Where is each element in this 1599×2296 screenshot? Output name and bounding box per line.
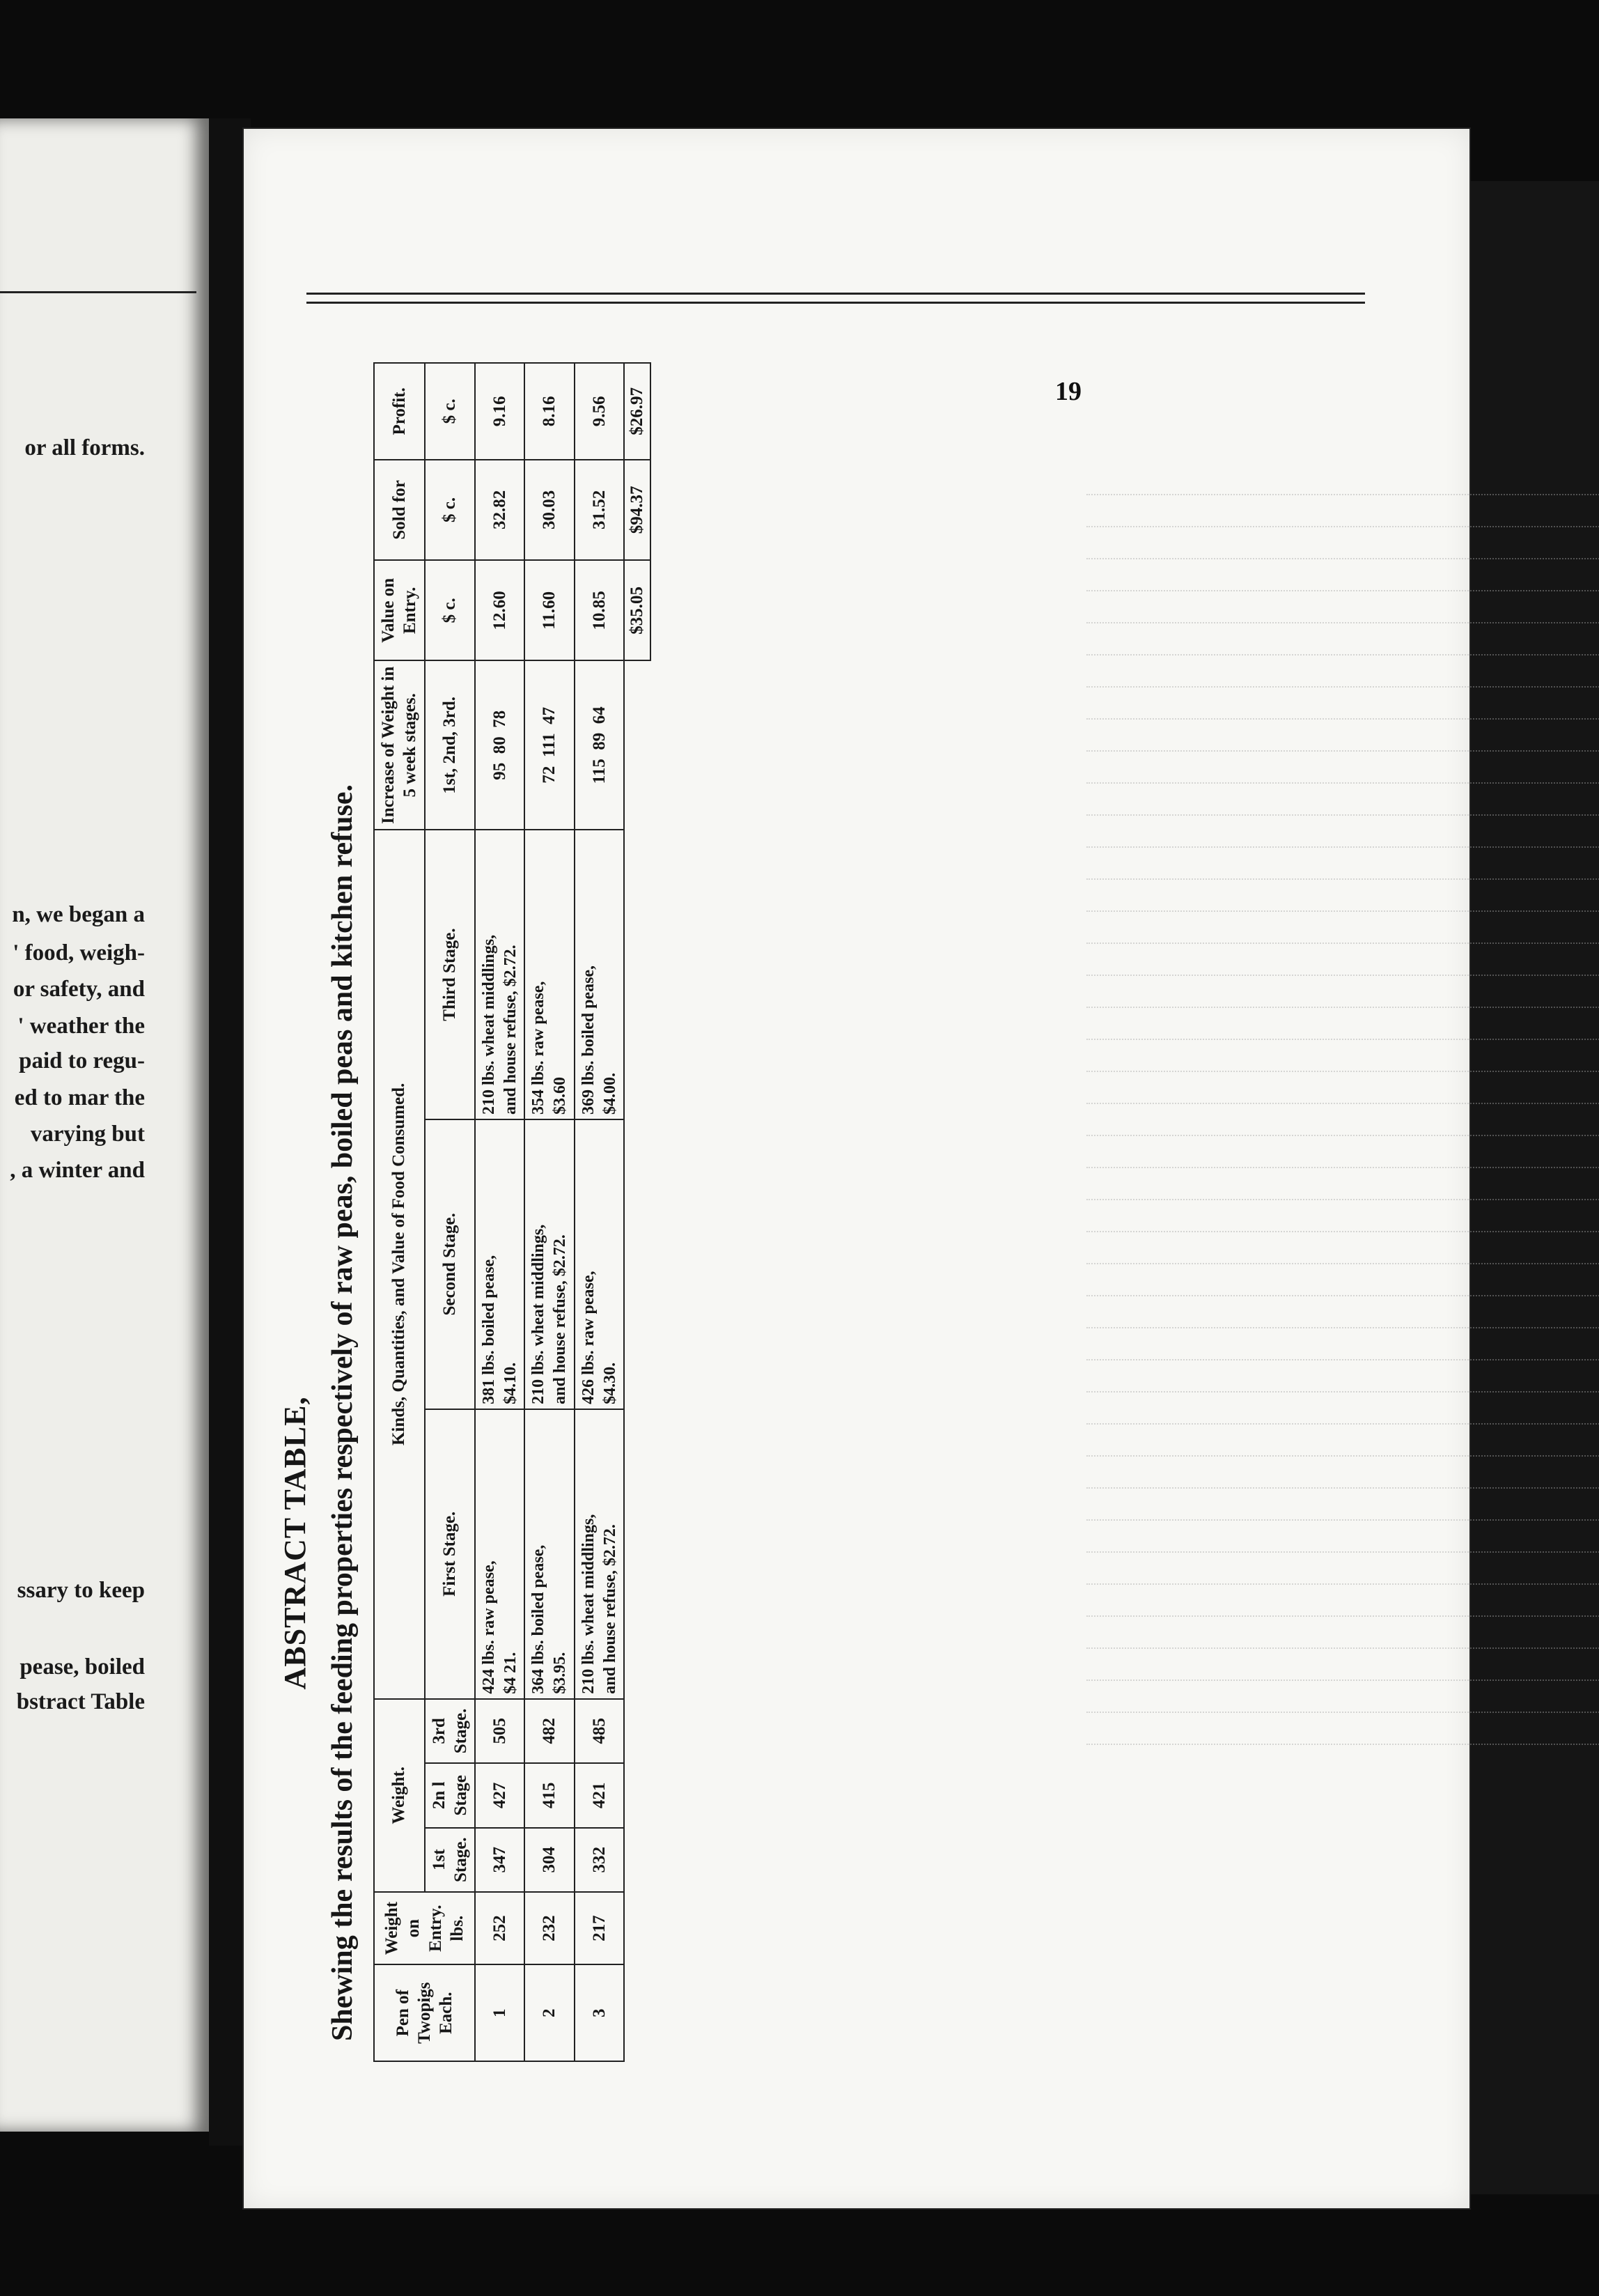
text-fragment: n, we began a xyxy=(12,902,145,927)
table-subtitle: Shewing the results of the feeding properties respectively of raw peas, boiled peas and kitchen refuse. xyxy=(327,784,359,2041)
facing-page-left xyxy=(0,118,209,2132)
totals-spacer xyxy=(624,661,650,2062)
header-rule xyxy=(0,291,196,293)
food-line: 424 lbs. raw pease, xyxy=(480,1560,498,1694)
text-fragment: ' food, weigh- xyxy=(13,940,145,965)
value-on-entry: 10.85 xyxy=(575,560,624,660)
sold-for: 30.03 xyxy=(524,460,574,560)
food-line: 210 lbs. wheat middlings, xyxy=(529,1224,548,1404)
text-fragment: or safety, and xyxy=(13,977,145,1002)
profit: 9.16 xyxy=(475,363,524,460)
table-title: ABSTRACT TABLE, xyxy=(278,1396,312,1690)
food-first-stage xyxy=(575,1409,624,1699)
increase-3: 47 xyxy=(540,706,559,724)
total-profit: $26.97 xyxy=(624,363,650,460)
food-line: 364 lbs. boiled pease, xyxy=(529,1544,548,1694)
rotated-table-block xyxy=(277,307,806,2069)
entry-weight: 217 xyxy=(575,1892,624,1964)
bleed-through-text xyxy=(1086,463,1599,1731)
food-line: 354 lbs. raw pease, xyxy=(529,981,548,1115)
food-third-stage xyxy=(475,830,524,1119)
header-weight-stage-3: 3rd Stage. xyxy=(425,1699,476,1763)
header-food-stage-1: First Stage. xyxy=(425,1409,476,1699)
food-third-stage xyxy=(524,830,574,1119)
profit: 9.56 xyxy=(575,363,624,460)
food-line: 426 lbs. raw pease, xyxy=(579,1271,598,1404)
weight-stage-1: 304 xyxy=(524,1828,574,1892)
table-row xyxy=(475,363,524,2061)
header-profit: Profit. xyxy=(374,363,425,460)
total-value-on-entry: $35.05 xyxy=(624,560,650,660)
weight-stage-3: 505 xyxy=(475,1699,524,1763)
food-value: $4.30. xyxy=(600,1362,619,1404)
table-row xyxy=(524,363,574,2061)
food-second-stage xyxy=(575,1119,624,1409)
totals-row xyxy=(624,363,650,2061)
value-on-entry: 11.60 xyxy=(524,560,574,660)
food-first-stage xyxy=(524,1409,574,1699)
abstract-table xyxy=(373,362,651,2062)
increase-3: 64 xyxy=(589,706,609,724)
food-value: $4 21. xyxy=(501,1652,520,1694)
header-currency: $ c. xyxy=(425,460,476,560)
weight-stage-1: 332 xyxy=(575,1828,624,1892)
increase-3: 78 xyxy=(490,710,509,728)
header-row xyxy=(374,363,425,2061)
weight-stage-3: 485 xyxy=(575,1699,624,1763)
increase-1: 72 xyxy=(540,766,559,784)
header-value-entry: Value on Entry. xyxy=(374,560,425,660)
food-value: $4.10. xyxy=(501,1362,520,1404)
food-second-stage xyxy=(475,1119,524,1409)
increase-values xyxy=(524,661,574,830)
text-fragment: or all forms. xyxy=(24,435,145,460)
header-currency: $ c. xyxy=(425,560,476,660)
food-value: and house refuse, $2.72. xyxy=(501,945,520,1115)
food-line: 210 lbs. wheat middlings, xyxy=(480,934,498,1115)
sold-for: 32.82 xyxy=(475,460,524,560)
weight-stage-3: 482 xyxy=(524,1699,574,1763)
header-weight-stage-1: 1st Stage. xyxy=(425,1828,476,1892)
subheader-row xyxy=(425,363,476,2061)
text-fragment: bstract Table xyxy=(16,1689,145,1714)
entry-weight: 252 xyxy=(475,1892,524,1964)
weight-stage-2: 421 xyxy=(575,1763,624,1827)
profit: 8.16 xyxy=(524,363,574,460)
increase-values xyxy=(475,661,524,830)
food-line: 210 lbs. wheat middlings, xyxy=(579,1514,598,1694)
increase-2: 111 xyxy=(540,733,559,758)
text-fragment: ed to mar the xyxy=(14,1085,145,1110)
text-fragment: ssary to keep xyxy=(17,1578,145,1603)
header-food: Kinds, Quantities, and Value of Food Consumed. xyxy=(374,830,425,1699)
header-weight-stage-2: 2n l Stage xyxy=(425,1763,476,1827)
food-second-stage xyxy=(524,1119,574,1409)
text-fragment: varying but xyxy=(30,1122,145,1147)
food-line: 381 lbs. boiled pease, xyxy=(480,1255,498,1404)
header-entry-weight: Weight on Entry. lbs. xyxy=(374,1892,475,1964)
sold-for: 31.52 xyxy=(575,460,624,560)
header-pen: Pen of Twopigs Each. xyxy=(374,1964,475,2061)
page-number: 19 xyxy=(1055,377,1082,406)
header-sold: Sold for xyxy=(374,460,425,560)
text-fragment: paid to regu- xyxy=(19,1048,145,1073)
header-increase: Increase of Weight in 5 week stages. xyxy=(374,661,425,830)
header-food-stage-3: Third Stage. xyxy=(425,830,476,1119)
food-value: $3.95. xyxy=(551,1652,570,1694)
food-line: 369 lbs. boiled pease, xyxy=(579,965,598,1115)
total-sold-for: $94.37 xyxy=(624,460,650,560)
entry-weight: 232 xyxy=(524,1892,574,1964)
weight-stage-1: 347 xyxy=(475,1828,524,1892)
increase-values xyxy=(575,661,624,830)
food-value: and house refuse, $2.72. xyxy=(600,1524,619,1694)
header-increase-sub: 1st, 2nd, 3rd. xyxy=(425,661,476,830)
text-fragment: ' weather the xyxy=(17,1014,145,1039)
increase-1: 95 xyxy=(490,762,509,780)
weight-stage-2: 427 xyxy=(475,1763,524,1827)
text-fragment: , a winter and xyxy=(10,1158,145,1183)
increase-2: 89 xyxy=(589,732,609,750)
pen-number: 1 xyxy=(475,1964,524,2061)
increase-1: 115 xyxy=(589,759,609,784)
food-value: and house refuse, $2.72. xyxy=(551,1234,570,1404)
pen-number: 3 xyxy=(575,1964,624,2061)
header-currency: $ c. xyxy=(425,363,476,460)
header-weight: Weight. xyxy=(374,1699,425,1892)
header-food-stage-2: Second Stage. xyxy=(425,1119,476,1409)
value-on-entry: 12.60 xyxy=(475,560,524,660)
food-value: $3.60 xyxy=(551,1076,570,1115)
pen-number: 2 xyxy=(524,1964,574,2061)
increase-2: 80 xyxy=(490,736,509,754)
weight-stage-2: 415 xyxy=(524,1763,574,1827)
text-fragment: pease, boiled xyxy=(20,1654,145,1680)
food-first-stage xyxy=(475,1409,524,1699)
table-row xyxy=(575,363,624,2061)
page-header-rule xyxy=(306,293,1365,304)
food-value: $4.00. xyxy=(600,1072,619,1115)
food-third-stage xyxy=(575,830,624,1119)
